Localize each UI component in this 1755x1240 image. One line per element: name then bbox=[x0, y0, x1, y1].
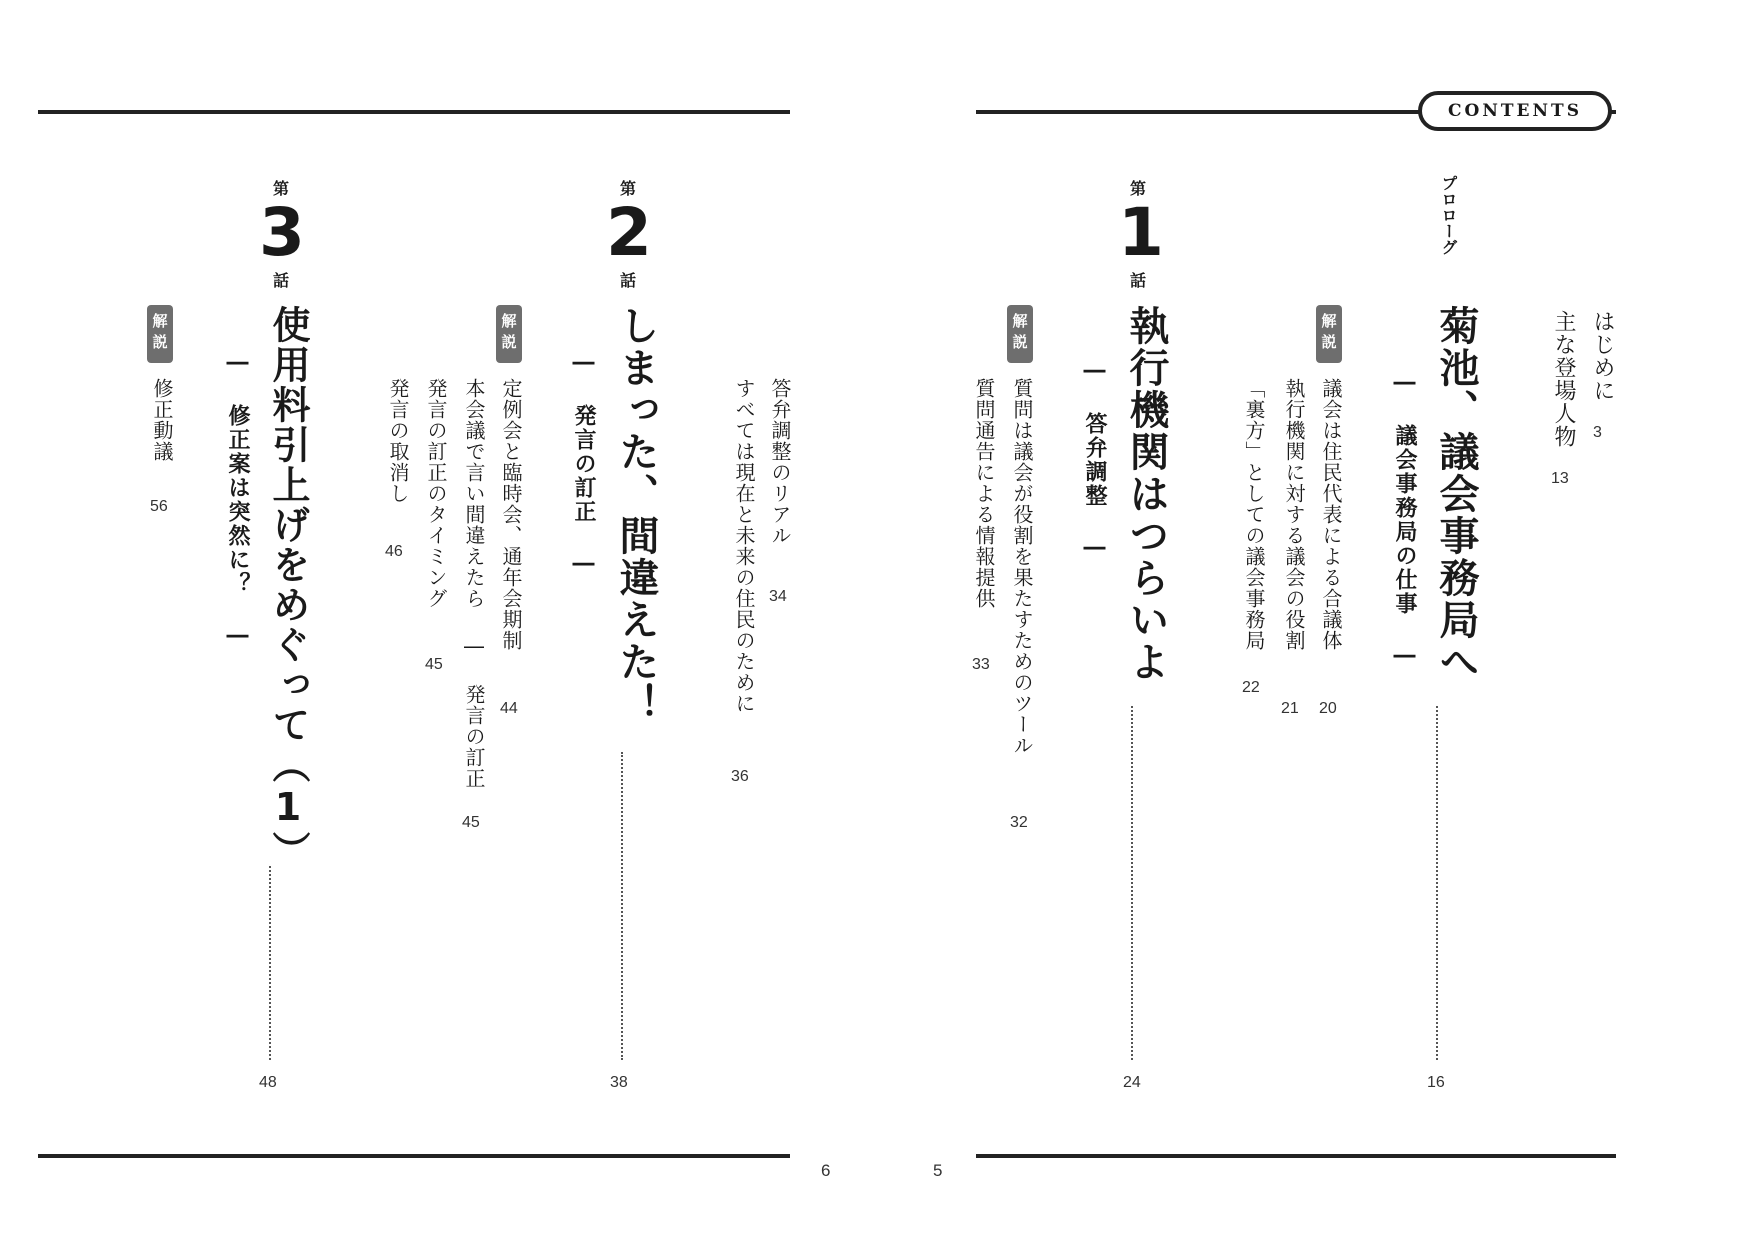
chapter2-wa: 話 bbox=[620, 271, 637, 290]
chapter2-page-4: 46 bbox=[385, 543, 403, 560]
prologue-page-1: 20 bbox=[1319, 700, 1337, 717]
chapter1-cont-page-1: 34 bbox=[769, 588, 787, 605]
contents-label: CONTENTS bbox=[1418, 91, 1612, 131]
chapter2-page: 38 bbox=[610, 1074, 628, 1091]
chapter2-title[interactable]: しまった、間違えた！ bbox=[613, 305, 659, 725]
chapter1-number: 1 bbox=[1118, 194, 1164, 271]
prologue-page-2: 21 bbox=[1281, 700, 1299, 717]
intro-item-characters[interactable]: 主な登場人物 bbox=[1551, 310, 1576, 448]
chapter3-number: 3 bbox=[259, 194, 305, 271]
chapter3-title[interactable]: 使用料引上げをめぐって（1） bbox=[266, 305, 310, 871]
prologue-tag: プロローグ bbox=[1439, 175, 1458, 255]
chapter2-item-4[interactable]: 発言の取消し bbox=[386, 378, 410, 504]
left-page-number: 6 bbox=[821, 1161, 831, 1180]
chapter1-commentary-badge: 解説 bbox=[1007, 305, 1033, 363]
chapter3-page: 48 bbox=[259, 1074, 277, 1091]
left-bottom-rule bbox=[38, 1154, 790, 1158]
prologue-item-2[interactable]: 執行機関に対する議会の役割 bbox=[1282, 378, 1306, 651]
chapter2-page-1: 44 bbox=[500, 700, 518, 717]
chapter1-title[interactable]: 執行機関はつらいよ bbox=[1123, 305, 1169, 683]
chapter1-page-2: 33 bbox=[972, 656, 990, 673]
prologue-subtitle: ― 議会事務局の仕事 ― bbox=[1392, 370, 1417, 670]
prologue-commentary-badge: 解説 bbox=[1316, 305, 1342, 363]
chapter1-cont-item-1[interactable]: 答弁調整のリアル bbox=[768, 378, 792, 546]
chapter3-subtitle: ― 修正案は突然に？ ― bbox=[225, 350, 250, 650]
chapter2-item-3[interactable]: 発言の訂正のタイミング bbox=[424, 378, 448, 609]
chapter3-dai: 第 bbox=[273, 179, 290, 198]
chapter3-page-1: 56 bbox=[150, 498, 168, 515]
chapter1-wa: 話 bbox=[1130, 271, 1147, 290]
chapter2-page-3: 45 bbox=[425, 656, 443, 673]
chapter1-subtitle: ― 答弁調整 ― bbox=[1082, 358, 1107, 562]
chapter2-number: 2 bbox=[606, 194, 652, 271]
chapter2-item-1[interactable]: 定例会と臨時会、通年会期制 bbox=[499, 378, 523, 651]
chapter1-item-2[interactable]: 質問通告による情報提供 bbox=[972, 378, 996, 609]
chapter2-dai: 第 bbox=[620, 179, 637, 198]
chapter1-leader bbox=[1131, 706, 1133, 1060]
intro-item-hajimeni[interactable]: はじめに bbox=[1590, 310, 1615, 402]
chapter2-commentary-badge: 解説 bbox=[496, 305, 522, 363]
right-bottom-rule bbox=[976, 1154, 1616, 1158]
chapter1-cont-page-2: 36 bbox=[731, 768, 749, 785]
left-top-rule bbox=[38, 110, 790, 114]
chapter3-commentary-badge: 解説 bbox=[147, 305, 173, 363]
chapter1-page: 24 bbox=[1123, 1074, 1141, 1091]
prologue-leader bbox=[1436, 706, 1438, 1060]
chapter1-dai: 第 bbox=[1130, 179, 1147, 198]
right-page-number: 5 bbox=[933, 1161, 943, 1180]
prologue-page: 16 bbox=[1427, 1074, 1445, 1091]
intro-page-characters: 13 bbox=[1551, 470, 1569, 487]
prologue-page-3: 22 bbox=[1242, 679, 1260, 696]
chapter3-item-1[interactable]: 修正動議 bbox=[150, 378, 174, 462]
chapter1-page-1: 32 bbox=[1010, 814, 1028, 831]
chapter3-wa: 話 bbox=[273, 271, 290, 290]
intro-page-hajimeni: 3 bbox=[1593, 424, 1602, 441]
chapter2-page-2: 45 bbox=[462, 814, 480, 831]
chapter1-cont-item-2[interactable]: すべては現在と未来の住民のために bbox=[732, 378, 756, 714]
chapter2-item-2[interactable]: 本会議で言い間違えたら ― 発言の訂正 bbox=[462, 378, 486, 789]
chapter1-item-1[interactable]: 質問は議会が役割を果たすためのツール bbox=[1010, 378, 1034, 756]
prologue-title[interactable]: 菊池、議会事務局へ bbox=[1433, 305, 1479, 683]
prologue-item-3[interactable]: 「裏方」としての議会事務局 bbox=[1242, 378, 1266, 651]
chapter2-leader bbox=[621, 752, 623, 1060]
chapter2-subtitle: ― 発言の訂正 ― bbox=[571, 350, 596, 578]
chapter3-leader bbox=[269, 866, 271, 1060]
prologue-item-1[interactable]: 議会は住民代表による合議体 bbox=[1319, 378, 1343, 651]
